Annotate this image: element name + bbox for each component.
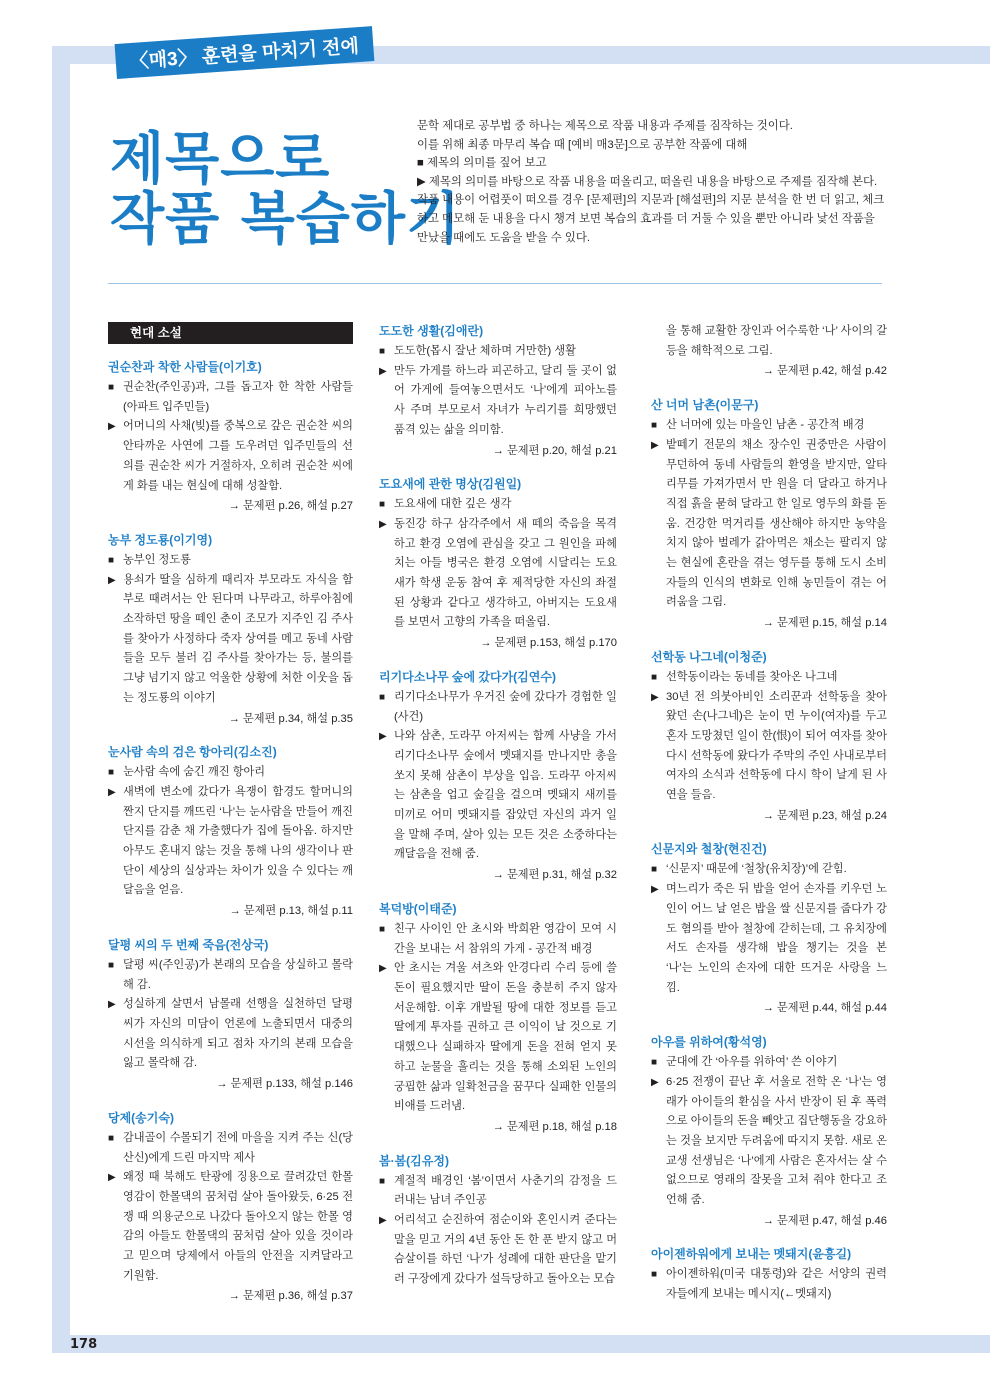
- intro-line: 문학 제대로 공부법 중 하나는 제목으로 작품 내용과 주제를 짐작하는 것이다.: [417, 120, 793, 132]
- triangle-bullet-icon: ▶: [108, 786, 116, 798]
- square-bullet-icon: ■: [108, 767, 115, 779]
- content-summary: [108, 571, 353, 709]
- divider-line: [108, 283, 882, 284]
- triangle-bullet-icon: ▶: [379, 963, 387, 975]
- page-reference: → 문제편 p.153, 해설 p.170: [480, 637, 617, 650]
- title-meaning: [108, 551, 353, 571]
- content-summary-text: 어머니의 사채(빚)를 중복으로 갚은 권순찬 씨의 안타까운 사연에 그를 도우려던 입주민들의 선의를 권순찬 씨가 거절하자, 오히려 권순찬 씨에게 화를 내는 현실에 대해 성찰함.: [123, 420, 353, 492]
- page-reference: → 문제편 p.26, 해설 p.27: [228, 500, 353, 513]
- title-meaning-text: 눈사람 속에 숨긴 깨진 항아리: [123, 766, 266, 779]
- page-reference: → 문제편 p.31, 해설 p.32: [492, 869, 617, 882]
- page-reference: → 문제편 p.15, 해설 p.14: [762, 617, 887, 630]
- page-title-line-1: 제목으로: [110, 127, 331, 192]
- square-bullet-icon: ■: [108, 959, 115, 971]
- title-meaning-text: 도요새에 대한 깊은 생각: [394, 498, 512, 511]
- title-meaning-text: 선학동이라는 동네를 찾아온 나그네: [666, 670, 838, 683]
- square-bullet-icon: ■: [651, 1269, 658, 1281]
- triangle-bullet-icon: ▶: [379, 518, 387, 530]
- work-entry: [651, 1245, 887, 1304]
- column-2: [379, 322, 617, 1304]
- title-meaning-text: 도도한(몹시 잘난 체하며 거만한) 생활: [394, 345, 576, 357]
- content-summary: [651, 688, 887, 806]
- work-title: 당제(송기숙): [108, 1110, 174, 1125]
- content-summary: [651, 880, 887, 998]
- content-summary-text: 30년 전 의붓아비인 소리꾼과 선학동을 찾아왔던 손(나그네)은 눈이 먼 누이(여자)를 두고 혼자 도망쳤던 일이 한(恨)이 되어 여자를 찾아 다시 선학동에 왔다가 주막의 주인 사내로부터 여자의 소식과 선학동에 다시 학이 날게 된 사연을 들음.: [666, 690, 888, 802]
- title-meaning-text: ‘신문지’ 때문에 ‘철창(유치장)’에 갇힘.: [666, 863, 847, 876]
- work-entry: [651, 396, 887, 634]
- page-reference: → 문제편 p.13, 해설 p.11: [229, 905, 353, 918]
- content-summary: [108, 783, 353, 901]
- square-bullet-icon: ■: [651, 420, 658, 432]
- chapter-tag: 〈매3〉 훈련을 마치기 전에: [115, 26, 374, 79]
- page-reference: → 문제편 p.42, 해설 p.42: [762, 365, 887, 378]
- intro-line: 이를 위해 최종 마무리 복습 때 [예비 매3문]으로 공부한 작품에 대해: [417, 138, 748, 151]
- page-reference: → 문제편 p.133, 해설 p.146: [216, 1078, 353, 1091]
- continued-description: 을 통해 교활한 장인과 어수룩한 ‘나’ 사이의 갈등을 해학적으로 그림.: [666, 325, 887, 357]
- page-reference: → 문제편 p.20, 해설 p.21: [492, 444, 617, 457]
- content-summary: [379, 959, 617, 1117]
- page-reference: → 문제편 p.36, 해설 p.37: [228, 1290, 353, 1303]
- triangle-bullet-icon: ▶: [651, 1076, 659, 1088]
- section-header: 현대 소설: [108, 322, 353, 344]
- square-bullet-icon: ■: [651, 671, 658, 683]
- title-meaning: [108, 763, 353, 783]
- title-meaning: [651, 668, 887, 688]
- content-summary-text: 성실하게 살면서 남몰래 선행을 실천하던 달평 씨가 자신의 미담이 언론에 노출되면서 대중의 시선을 의식하게 되고 점차 자기의 본래 모습을 잃고 몰락해 감.: [123, 998, 353, 1070]
- title-meaning: [379, 920, 617, 959]
- work-entry: [108, 743, 353, 922]
- work-title: 도요새에 관한 명상(김원일): [379, 477, 522, 492]
- triangle-bullet-icon: ▶: [108, 999, 116, 1011]
- title-meaning-text: 감내골이 수몰되기 전에 마을을 지켜 주는 신(당산신)에게 드린 마지막 제사: [123, 1131, 353, 1164]
- intro-line: ▶ 제목의 의미를 바탕으로 작품 내용을 떠올리고, 떠올린 내용을 바탕으로 주제를 짐작해 본다.: [417, 175, 878, 188]
- square-bullet-icon: ■: [379, 691, 386, 703]
- page-reference: → 문제편 p.18, 해설 p.18: [492, 1120, 617, 1133]
- work-title: 선학동 나그네(이청준): [651, 649, 767, 664]
- column-1: [108, 322, 353, 1321]
- triangle-bullet-icon: ▶: [379, 1215, 387, 1227]
- work-title: 리기다소나무 숲에 갔다가(김연수): [379, 669, 556, 684]
- intro-text: [417, 117, 887, 247]
- triangle-bullet-icon: ▶: [108, 574, 116, 586]
- work-entry: [651, 840, 887, 1019]
- title-meaning: [379, 688, 617, 727]
- work-title: 신문지와 철창(현진건): [651, 842, 767, 857]
- work-entry: [651, 648, 887, 827]
- triangle-bullet-icon: ▶: [379, 731, 387, 743]
- title-meaning-text: 군대에 간 ‘아우를 위하여’ 쓴 이야기: [666, 1056, 838, 1069]
- content-summary-text: 왜정 때 북해도 탄광에 징용으로 끌려갔던 한몰 영감이 한몰댁의 꿈처럼 살아 돌아왔듯, 6·25 전쟁 때 의용군으로 나갔다 돌아오지 않는 한몰 영감의 아들도 한몰댁의 꿈처럼 살아 있을 것이라고 믿으며 당제에서 아들의 안전을 지켜달라고 기원함.: [123, 1171, 353, 1282]
- work-title: 복덕방(이태준): [379, 901, 457, 916]
- work-title: 눈사람 속의 검은 항아리(김소진): [108, 745, 277, 760]
- triangle-bullet-icon: ▶: [108, 421, 116, 433]
- content-summary-text: 어리석고 순진하여 점순이와 혼인시켜 준다는 말을 믿고 거의 4년 동안 돈 한 푼 받지 않고 머슴살이를 하던 ‘나’가 성례에 대한 판단을 맡기러 구장에게 갔다가 설득당하고 돌아오는 모습: [394, 1214, 617, 1286]
- work-title: 농부 정도룡(이기영): [108, 532, 213, 547]
- page-reference: → 문제편 p.44, 해설 p.44: [762, 1002, 887, 1015]
- title-meaning-text: 아이젠하워(미국 대통령)와 같은 서양의 권력자들에게 보내는 메시지(←멧돼지): [666, 1268, 887, 1301]
- title-meaning: [651, 416, 887, 436]
- work-title: 산 너머 남촌(이문구): [651, 398, 759, 413]
- content-summary: [108, 1168, 353, 1286]
- content-summary: [379, 727, 617, 865]
- page-reference: → 문제편 p.23, 해설 p.24: [762, 809, 887, 822]
- content-summary-text: 새벽에 변소에 갔다가 욕쟁이 함경도 할머니의 짠지 단지를 깨뜨린 ‘나’는 눈사람을 만들어 깨진 단지를 감춘 채 가출했다가 집에 돌아옴. 하지만 아무도 혼내지 않는 것을 통해 나의 생각이나 판단이 세상의 실상과는 차이가 있을 수 있다는 깨달음을 얻음.: [123, 785, 353, 897]
- square-bullet-icon: ■: [379, 923, 386, 935]
- work-title: 아우를 위하여(황석영): [651, 1035, 767, 1050]
- title-meaning: [108, 1129, 353, 1168]
- title-meaning-text: 산 너머에 있는 마을인 남촌 - 공간적 배경: [666, 419, 865, 432]
- content-summary: [651, 436, 887, 613]
- page-reference: → 문제편 p.34, 해설 p.35: [228, 712, 353, 725]
- content-summary: [379, 1211, 617, 1290]
- content-summary-text: 나와 삼촌, 도라꾸 아저씨는 함께 사냥을 가서 리기다소나무 숲에서 멧돼지를 만나지만 총을 쏘지 못해 삼촌이 부상을 입음. 도라꾸 아저씨는 삼촌을 업고 숲길을 걸으며 멧돼지 새끼를 미끼로 어미 멧돼지를 잡았던 자신의 과거 일을 말해 주며, 살아 있는 모든 것은 소중하다는 깨달음을 전해 줌.: [394, 730, 617, 861]
- title-meaning-text: 계절적 배경인 ‘봄’이면서 사춘기의 감정을 드러내는 남녀 주인공: [394, 1174, 617, 1207]
- square-bullet-icon: ■: [379, 1175, 386, 1187]
- page-reference: → 문제편 p.47, 해설 p.46: [762, 1214, 887, 1227]
- work-entry: [379, 322, 617, 461]
- triangle-bullet-icon: ▶: [379, 365, 387, 377]
- title-meaning: [379, 1172, 617, 1211]
- triangle-bullet-icon: ▶: [651, 691, 659, 703]
- title-meaning-text: 권순찬(주인공)과, 그를 돕고자 한 착한 사람들(아파트 입주민들): [123, 381, 353, 413]
- triangle-bullet-icon: ▶: [108, 1172, 116, 1184]
- content-summary-text: 동진강 하구 삼각주에서 새 떼의 죽음을 목격하고 환경 오염에 관심을 갖고 그 원인을 파헤치는 아들 병국은 환경 오염에 시달리는 도요새가 학생 운동 참여 후 제적당한 자신의 좌절된 상황과 같다고 생각하고, 아버지는 도요새를 보면서 고향의 가족을 떠올림.: [394, 517, 617, 629]
- work-title: 아이젠하워에게 보내는 멧돼지(윤흥길): [651, 1247, 852, 1262]
- triangle-bullet-icon: ▶: [651, 884, 659, 896]
- content-summary: [651, 1073, 887, 1211]
- square-bullet-icon: ■: [651, 1057, 658, 1069]
- left-accent-band: [52, 46, 70, 1353]
- content-summary-text: 안 초시는 겨울 셔츠와 안경다리 수리 등에 쓸 돈이 필요했지만 딸이 돈을 충분히 주지 않자 서운해함. 이후 개발될 땅에 대한 정보를 듣고 딸에게 투자를 권하고 큰 이익이 날 것으로 기대했으나 실패하자 딸에게 돈을 전혀 얻지 못하고 눈물을 흘리는 것을 통해 소외된 노인의 궁핍한 삶과 일확천금을 꿈꾸다 실패한 인물의 비애를 드러냄.: [394, 962, 617, 1113]
- content-summary-text: 밭떼기 전문의 채소 장수인 권중만은 사람이 무던하여 동네 사람들의 환영을 받지만, 알타리무를 가져가면서 만 원을 더 달라고 하거나 직접 흙을 묻혀 달라고 한 일로 영두의 화를 돋움. 건강한 먹거리를 생산해야 하지만 농약을 치지 않아 벌레가 갉아먹은 채소는 팔리지 않는 현실에 혼란을 겪는 영두를 통해 도시 소비자들의 인식의 변화로 인해 농민들이 겪는 어려움을 그림.: [666, 438, 887, 609]
- page-number: 178: [70, 1337, 98, 1352]
- content-summary-text: 만두 가게를 하느라 피곤하고, 달리 둘 곳이 없어 가게에 들여놓으면서도 ‘나’에게 피아노를 사 주며 부모로서 자녀가 누리기를 희망했던 품격 있는 삶을 의미함.: [394, 364, 617, 436]
- content-summary: [379, 515, 617, 633]
- title-meaning: [651, 1265, 887, 1304]
- title-meaning-text: 리기다소나무가 우거진 숲에 갔다가 경험한 일(사건): [394, 690, 617, 723]
- work-entry: [379, 475, 617, 654]
- title-meaning: [651, 1053, 887, 1073]
- intro-line: ■ 제목의 의미를 짚어 보고: [417, 157, 547, 170]
- work-entry: [651, 1033, 887, 1231]
- title-meaning-text: 친구 사이인 안 초시와 박희완 영감이 모여 시간을 보내는 서 참위의 가게 - 공간적 배경: [394, 922, 617, 955]
- content-summary-text: 며느리가 죽은 뒤 밥을 얻어 손자를 키우던 노인이 어느 날 얻은 밥을 쌀 신문지를 줍다가 강도 혐의를 받아 철창에 갇히는데, 그 유치장에서도 손자를 생각해 밥을 챙기는 것을 본 ‘나’는 노인의 손자에 대한 뜨거운 사랑을 느낌.: [666, 883, 887, 994]
- content-summary-text: 용쇠가 딸을 심하게 때리자 부모라도 자식을 함부로 때려서는 안 된다며 나무라고, 하루아침에 소작하던 땅을 떼인 춘이 조모가 지주인 김 주사를 찾아가 사정하다 죽자 상여를 메고 동네 사람들을 모두 불러 김 주사를 찾아가는 등, 불의를 그냥 넘기지 않고 억울한 상황에 처한 이웃을 돕는 정도룡의 이야기: [123, 573, 353, 704]
- work-entry: [651, 322, 887, 382]
- content-summary: [108, 995, 353, 1074]
- column-3: [651, 322, 887, 1319]
- title-meaning: [108, 956, 353, 995]
- work-title: 달평 씨의 두 번째 죽음(전상국): [108, 937, 269, 952]
- bottom-accent-band: [52, 1335, 990, 1353]
- square-bullet-icon: ■: [108, 1132, 115, 1144]
- square-bullet-icon: ■: [651, 864, 658, 876]
- content-summary-text: 6·25 전쟁이 끝난 후 서울로 전학 온 ‘나’는 영래가 아이들의 환심을 사서 반장이 된 후 폭력으로 아이들의 돈을 빼앗고 집단행동을 강요하는 것을 보지만 두려움에 따지지 못함. 새로 온 교생 선생님은 ‘나’에게 사람은 혼자서는 살 수 없으므로 영래의 잘못을 고쳐 줘야 한다고 조언해 줌.: [666, 1075, 887, 1207]
- content-summary: [379, 362, 617, 441]
- work-title: 도도한 생활(김애란): [379, 324, 484, 338]
- square-bullet-icon: ■: [379, 499, 386, 511]
- work-entry: [379, 668, 617, 886]
- title-meaning-text: 농부인 정도룡: [123, 553, 191, 566]
- content-summary: [108, 417, 353, 496]
- work-entry: [379, 1152, 617, 1290]
- work-entry: [108, 936, 353, 1095]
- triangle-bullet-icon: ▶: [651, 439, 659, 451]
- title-meaning: [651, 860, 887, 880]
- title-meaning: [379, 495, 617, 515]
- title-meaning: [379, 342, 617, 362]
- title-meaning-text: 달평 씨(주인공)가 본래의 모습을 상실하고 몰락해 감.: [123, 958, 353, 991]
- intro-line: 작품 내용이 어렵풋이 떠오를 경우 [문제편]의 지문과 [해설편]의 지문 분석을 한 번 더 읽고, 체크하고 메모해 둔 내용을 다시 챙겨 보면 복습의 효과를 더 거둘 수 있을 뿐만 아니라 낯선 작품을 만났을 때에도 도움을 받을 수 있다.: [417, 194, 885, 244]
- page-title-line-2: 작품 복습하기: [110, 187, 462, 252]
- square-bullet-icon: ■: [108, 382, 115, 393]
- square-bullet-icon: ■: [108, 554, 115, 566]
- title-meaning: [108, 378, 353, 417]
- square-bullet-icon: ■: [379, 346, 386, 357]
- work-title: 권순찬과 착한 사람들(이기호): [108, 360, 262, 374]
- work-title: 봄·봄(김유정): [379, 1153, 449, 1168]
- work-entry: [379, 900, 617, 1138]
- work-entry: [108, 358, 353, 517]
- work-entry: [108, 1109, 353, 1307]
- work-entry: [108, 531, 353, 729]
